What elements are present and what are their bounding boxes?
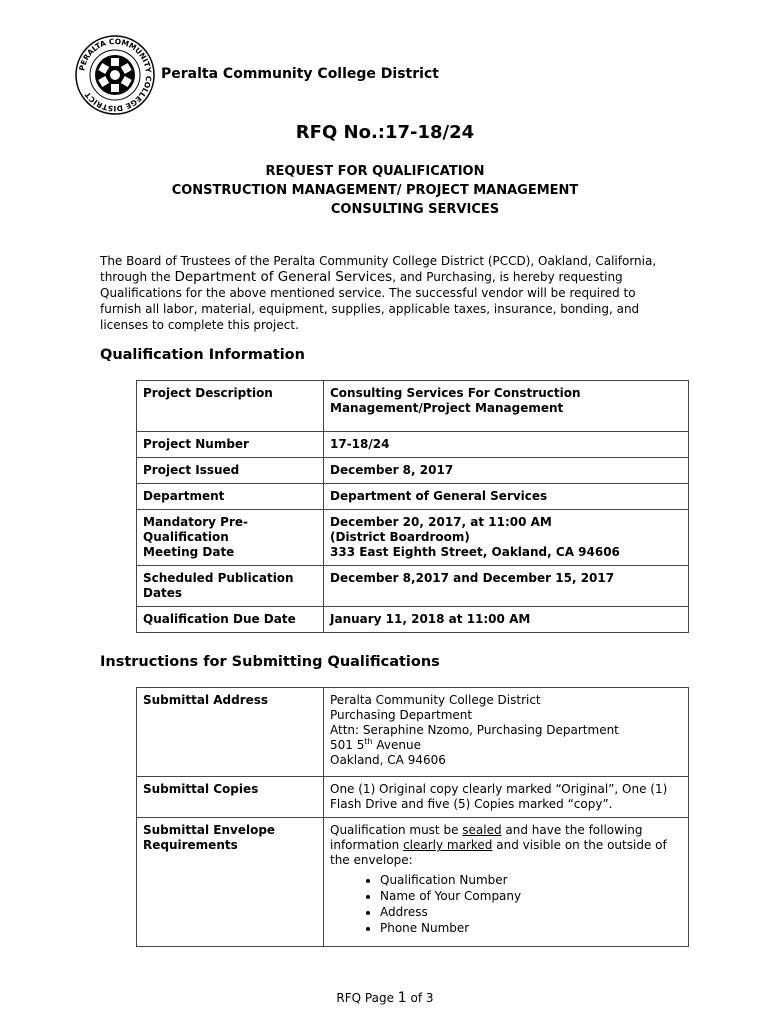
envelope-requirements xyxy=(324,818,689,947)
row-value: One (1) Original copy clearly marked “Original”, One (1) Flash Drive and five (5) Copies marked “copy”. xyxy=(324,777,689,818)
envelope-underlined: clearly marked xyxy=(403,838,493,852)
row-label: Project Number xyxy=(137,432,324,458)
page-number: 1 xyxy=(397,990,407,1006)
footer-prefix: RFQ Page xyxy=(336,991,398,1005)
title-line-1: REQUEST FOR QUALIFICATION xyxy=(265,164,485,179)
street-name: Avenue xyxy=(372,738,421,752)
value-line: (District Boardroom) xyxy=(330,530,470,544)
list-item: • Phone Number xyxy=(380,920,682,936)
row-label: Submittal Envelope Requirements xyxy=(137,818,324,947)
table-row xyxy=(137,484,689,510)
instructions-heading: Instructions for Submitting Qualifications xyxy=(100,654,440,670)
row-label: Project Issued xyxy=(137,458,324,484)
intro-text-2: , and Purchasing, is hereby requesting Qualifications for the above mentioned service. The successful vendor will be required to furnish all labor, material, equipment, supplies, applicable taxes, insurance, bonding, and licenses to complete this project. xyxy=(100,270,640,332)
row-label: Project Description xyxy=(137,381,324,432)
envelope-bullet-list xyxy=(330,872,682,936)
table-row xyxy=(137,688,689,777)
district-seal-logo xyxy=(74,34,156,116)
page-footer xyxy=(0,990,770,1006)
row-label: Submittal Copies xyxy=(137,777,324,818)
envelope-underlined: sealed xyxy=(462,823,502,837)
envelope-text: and have the following information xyxy=(330,823,643,852)
address-city: Oakland, CA 94606 xyxy=(330,753,446,767)
row-value: January 11, 2018 at 11:00 AM xyxy=(324,607,689,633)
address-line: Purchasing Department xyxy=(330,708,473,722)
row-label xyxy=(137,510,324,566)
row-value xyxy=(324,510,689,566)
row-value: 17-18/24 xyxy=(324,432,689,458)
footer-suffix: of 3 xyxy=(406,991,434,1005)
intro-text-1: The Board of Trustees of the Peralta Community College District (PCCD), Oakland, California, through the xyxy=(100,254,657,284)
row-value: Consulting Services For Construction Management/Project Management xyxy=(324,381,689,432)
address-line: Attn: Seraphine Nzomo, Purchasing Department xyxy=(330,723,619,737)
table-row xyxy=(137,607,689,633)
intro-department: Department of General Services xyxy=(174,269,393,285)
svg-text:PERALTA COMMUNITY COLLEGE DIST: PERALTA COMMUNITY COLLEGE DISTRICT xyxy=(77,36,154,114)
intro-paragraph xyxy=(100,253,680,333)
title-line-3: CONSULTING SERVICES xyxy=(330,202,500,217)
table-row xyxy=(137,432,689,458)
row-label: Department xyxy=(137,484,324,510)
row-value: December 8,2017 and December 15, 2017 xyxy=(324,566,689,607)
envelope-text: Qualification must be xyxy=(330,823,463,837)
submittal-instructions-table xyxy=(136,687,689,947)
submittal-address xyxy=(324,688,689,777)
list-item: • Name of Your Company xyxy=(380,888,682,904)
row-label: Qualification Due Date xyxy=(137,607,324,633)
street-number: 501 5 xyxy=(330,738,365,752)
row-label: Scheduled Publication Dates xyxy=(137,566,324,607)
label-line: Qualification xyxy=(143,530,229,544)
district-name: Peralta Community College District xyxy=(161,66,439,82)
table-row xyxy=(137,458,689,484)
qualification-info-heading: Qualification Information xyxy=(100,347,305,363)
title-line-2: CONSTRUCTION MANAGEMENT/ PROJECT MANAGEMENT xyxy=(171,183,579,198)
address-line: Peralta Community College District xyxy=(330,693,541,707)
table-row xyxy=(137,510,689,566)
value-line: December 20, 2017, at 11:00 AM xyxy=(330,515,552,529)
label-line: Meeting Date xyxy=(143,545,235,559)
list-item: • Address xyxy=(380,904,682,920)
list-item: • Qualification Number xyxy=(380,872,682,888)
value-line: 333 East Eighth Street, Oakland, CA 94606 xyxy=(330,545,620,559)
table-row xyxy=(137,566,689,607)
row-value: Department of General Services xyxy=(324,484,689,510)
rfq-number: RFQ No.:17-18/24 xyxy=(295,122,475,143)
table-row xyxy=(137,818,689,947)
label-line: Mandatory Pre- xyxy=(143,515,248,529)
street-suffix: th xyxy=(364,737,373,746)
qualification-info-table xyxy=(136,380,689,633)
row-value: December 8, 2017 xyxy=(324,458,689,484)
envelope-text: and visible on the outside of the envelope: xyxy=(330,838,667,867)
table-row xyxy=(137,777,689,818)
table-row xyxy=(137,381,689,432)
row-label: Submittal Address xyxy=(137,688,324,777)
